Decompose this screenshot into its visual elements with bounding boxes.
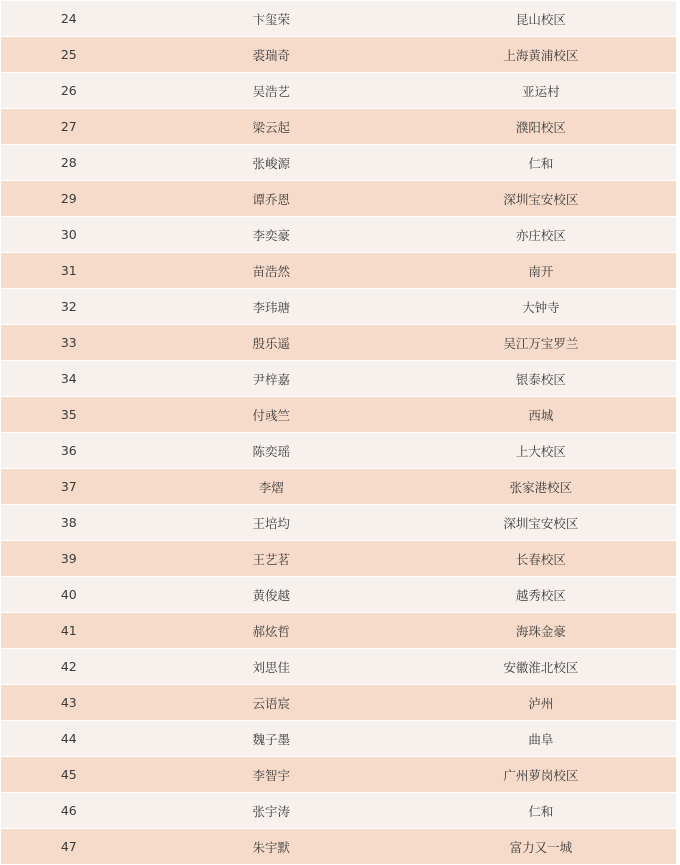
table-row	[1, 397, 676, 433]
row-number-cell: 38	[60, 515, 77, 530]
table-row	[1, 361, 676, 397]
table-row	[1, 649, 676, 685]
campus-cell: 上大校区	[515, 443, 566, 459]
row-number-cell: 25	[60, 47, 77, 62]
table-row	[1, 289, 676, 325]
student-name-cell: 魏子墨	[252, 731, 290, 747]
student-name-cell: 张宇涛	[252, 803, 290, 819]
table-row	[1, 541, 676, 577]
row-number-cell: 39	[60, 551, 77, 566]
student-name-cell: 张峻源	[252, 155, 290, 171]
row-number-cell: 34	[60, 371, 77, 386]
row-number-cell: 45	[60, 767, 77, 782]
campus-cell: 富力又一城	[509, 839, 573, 855]
student-name-cell: 李玮瑭	[252, 299, 290, 315]
row-number-cell: 28	[60, 155, 77, 170]
table-row	[1, 721, 676, 757]
campus-cell: 银泰校区	[515, 371, 566, 387]
table-row	[1, 181, 676, 217]
table-row	[1, 829, 676, 865]
student-name-cell: 梁云起	[252, 119, 290, 135]
row-number-cell: 46	[60, 803, 77, 818]
row-number-cell: 41	[60, 623, 77, 638]
campus-cell: 亚运村	[522, 83, 560, 99]
row-number-cell: 32	[60, 299, 77, 314]
campus-cell: 海珠金豪	[515, 623, 566, 639]
table-row	[1, 685, 676, 721]
table-row	[1, 505, 676, 541]
student-name-cell: 朱宇默	[252, 839, 290, 855]
student-name-cell: 郝炫哲	[252, 623, 290, 639]
table-row	[1, 109, 676, 145]
student-name-cell: 裘瑞奇	[252, 47, 290, 63]
campus-cell: 南开	[528, 263, 554, 279]
row-number-cell: 24	[60, 11, 77, 26]
row-number-cell: 30	[60, 227, 77, 242]
row-number-cell: 37	[60, 479, 77, 494]
table-row	[1, 757, 676, 793]
table-row	[1, 145, 676, 181]
campus-cell: 濮阳校区	[515, 119, 566, 135]
row-number-cell: 31	[60, 263, 77, 278]
student-name-cell: 云语宸	[252, 695, 290, 711]
table-row	[1, 73, 676, 109]
student-name-cell: 陈奕瑶	[252, 443, 290, 459]
row-number-cell: 36	[60, 443, 77, 458]
campus-cell: 深圳宝安校区	[503, 191, 579, 207]
row-number-cell: 44	[60, 731, 77, 746]
row-number-cell: 33	[60, 335, 77, 350]
row-number-cell: 27	[60, 119, 77, 134]
campus-cell: 亦庄校区	[515, 227, 566, 243]
campus-cell: 长春校区	[515, 551, 566, 567]
student-name-cell: 谭乔恩	[252, 191, 290, 207]
row-number-cell: 29	[60, 191, 77, 206]
campus-cell: 仁和	[528, 803, 554, 819]
table-row	[1, 433, 676, 469]
student-name-cell: 付彧竺	[252, 407, 290, 423]
campus-cell: 西城	[528, 407, 554, 423]
campus-cell: 吴江万宝罗兰	[503, 335, 579, 351]
table-row	[1, 217, 676, 253]
campus-cell: 深圳宝安校区	[503, 515, 579, 531]
table-row	[1, 37, 676, 73]
row-number-cell: 42	[60, 659, 77, 674]
campus-cell: 泸州	[528, 695, 554, 711]
student-name-cell: 李智宇	[252, 767, 290, 783]
row-number-cell: 26	[60, 83, 77, 98]
student-name-cell: 殷乐遥	[252, 335, 290, 351]
student-name-cell: 卞玺荣	[252, 11, 290, 27]
row-number-cell: 35	[60, 407, 77, 422]
row-number-cell: 47	[60, 839, 77, 854]
table-row	[1, 613, 676, 649]
table-row	[1, 0, 676, 37]
student-name-cell: 苗浩然	[252, 263, 290, 279]
campus-cell: 广州萝岗校区	[503, 767, 579, 783]
table-row	[1, 469, 676, 505]
student-name-cell: 王艺茗	[252, 551, 290, 567]
student-name-cell: 李奕豪	[252, 227, 290, 243]
campus-cell: 曲阜	[528, 731, 554, 747]
campus-cell: 仁和	[528, 155, 554, 171]
student-name-cell: 尹梓嘉	[252, 371, 290, 387]
row-number-cell: 40	[60, 587, 77, 602]
table-row	[1, 577, 676, 613]
campus-cell: 昆山校区	[515, 11, 566, 27]
campus-cell: 上海黄浦校区	[503, 47, 579, 63]
student-name-cell: 王培均	[252, 515, 290, 531]
campus-cell: 安徽淮北校区	[503, 659, 579, 675]
row-number-cell: 43	[60, 695, 77, 710]
table-row	[1, 793, 676, 829]
campus-cell: 越秀校区	[515, 587, 566, 603]
student-name-cell: 黄俊越	[252, 587, 290, 603]
student-name-cell: 李熠	[258, 479, 284, 495]
campus-cell: 大钟寺	[522, 299, 560, 315]
campus-cell: 张家港校区	[509, 479, 573, 495]
student-name-cell: 吴浩艺	[252, 83, 290, 99]
student-name-cell: 刘思佳	[252, 659, 290, 675]
table-row	[1, 253, 676, 289]
table-row	[1, 325, 676, 361]
